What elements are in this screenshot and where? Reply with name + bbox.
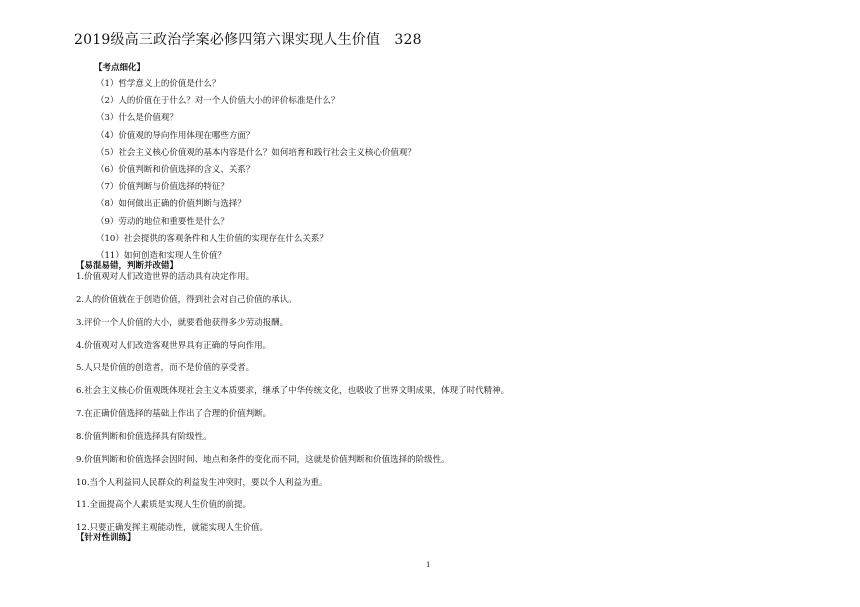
- kaodian-heading: 【考点细化】: [94, 63, 146, 73]
- list-item: 11.全面提高个人素质是实现人生价值的前提。: [76, 500, 252, 511]
- list-item: （6）价值判断和价值选择的含义、关系？: [96, 164, 255, 175]
- list-item: 6.社会主义核心价值观既体现社会主义本质要求，继承了中华传统文化，也吸收了世界文明成果，体现了时代精神。: [76, 386, 510, 397]
- list-item: （1）哲学意义上的价值是什么？: [96, 79, 221, 89]
- list-item: （3）什么是价值观？: [96, 113, 178, 124]
- list-item: 4.价值观对人们改造客观世界具有正确的导向作用。: [76, 340, 272, 351]
- training-heading: 【针对性训练】: [76, 533, 136, 543]
- list-item: （9）劳动的地位和重要性是什么？: [96, 216, 229, 227]
- list-item: （2）人的价值在于什么？对一个人价值大小的评价标准是什么？: [96, 96, 340, 107]
- list-item: （7）价值判断与价值选择的特征？: [96, 182, 229, 193]
- list-item: （10）社会提供的客观条件和人生价值的实现存在什么关系？: [96, 233, 328, 244]
- list-item: 1.价值观对人们改造世界的活动具有决定作用。: [76, 272, 255, 282]
- yihun-heading: 【易混易错，判断并改错】: [76, 261, 179, 271]
- list-item: 10.当个人利益同人民群众的利益发生冲突时，要以个人利益为重。: [76, 477, 328, 488]
- list-item: （5）社会主义核心价值观的基本内容是什么？如何培育和践行社会主义核心价值观？: [96, 147, 416, 158]
- list-item: 7.在正确价值选择的基础上作出了合理的价值判断。: [76, 409, 272, 420]
- list-item: 12.只要正确发挥主观能动性，就能实现人生价值。: [76, 523, 269, 534]
- list-item: 2.人的价值就在于创造价值，得到社会对自己价值的承认。: [76, 294, 297, 305]
- list-item: 5.人只是价值的创造者，而不是价值的享受者。: [76, 363, 255, 374]
- page-number: 1: [426, 561, 431, 569]
- document-title: 2019级高三政治学案必修四第六课实现人生价值 328: [74, 32, 422, 48]
- list-item: （11）如何创造和实现人生价值？: [96, 250, 226, 261]
- question-list: [96, 78, 416, 267]
- list-item: （4）价值观的导向作用体现在哪些方面？: [96, 130, 255, 141]
- list-item: 3.评价一个人价值的大小，就要看他获得多少劳动报酬。: [76, 317, 289, 328]
- statement-list: [76, 271, 509, 545]
- list-item: （8）如何做出正确的价值判断与选择？: [96, 199, 246, 210]
- list-item: 9.价值判断和价值选择会因时间、地点和条件的变化而不同，这就是价值判断和价值选择的阶级性。: [76, 454, 450, 465]
- list-item: 8.价值判断和价值选择具有阶级性。: [76, 431, 212, 442]
